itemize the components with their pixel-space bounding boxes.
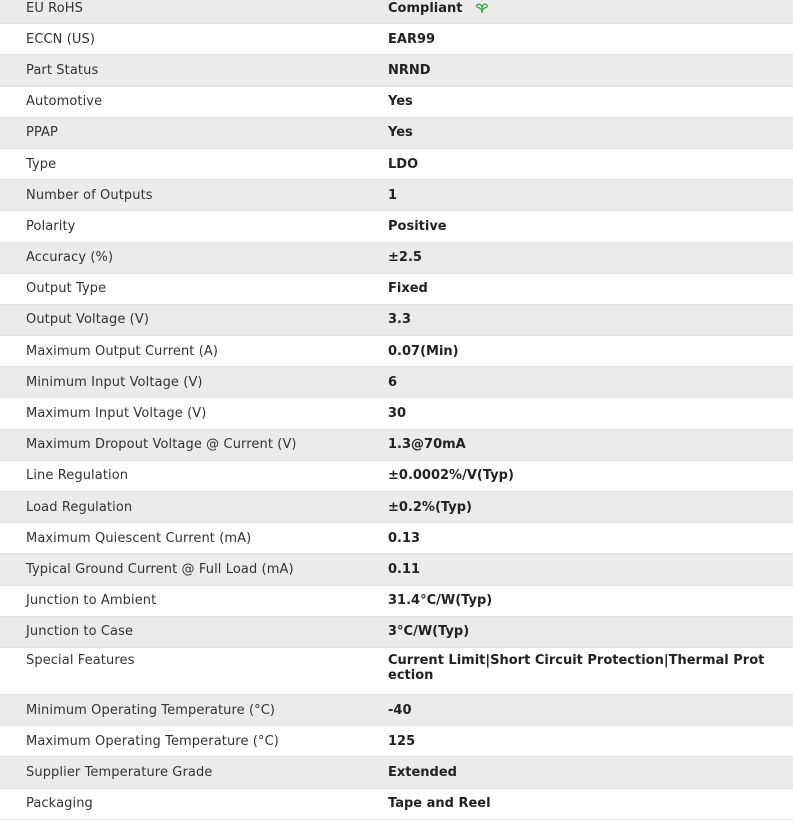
spec-value: 0.13	[388, 530, 421, 546]
spec-label: Maximum Output Current (A)	[26, 343, 219, 359]
spec-value: 6	[388, 374, 398, 390]
spec-value: LDO	[388, 156, 419, 172]
spec-value: ±0.0002%/V(Typ)	[388, 468, 514, 484]
leaf-icon	[475, 2, 489, 14]
spec-label: Output Voltage (V)	[26, 312, 150, 328]
spec-label: PPAP	[26, 125, 58, 141]
spec-value-text: Compliant	[388, 0, 463, 16]
spec-label: Maximum Input Voltage (V)	[26, 406, 207, 422]
spec-value: 1.3@70mA	[388, 437, 466, 453]
spec-label: Maximum Quiescent Current (mA)	[26, 530, 252, 546]
spec-value: Yes	[388, 94, 413, 110]
spec-value: 0.07(Min)	[388, 343, 459, 359]
spec-value: 3°C/W(Typ)	[388, 624, 470, 640]
spec-row-packaging	[0, 789, 793, 820]
spec-value: EAR99	[388, 31, 436, 47]
spec-value	[388, 1, 793, 16]
spec-row-max-input-voltage	[0, 398, 793, 429]
spec-value: Tape and Reel	[388, 796, 491, 812]
spec-row-typical-ground-current	[0, 554, 793, 585]
spec-label: Junction to Case	[26, 624, 134, 640]
spec-row-max-dropout-voltage	[0, 430, 793, 461]
spec-row-part-status	[0, 55, 793, 86]
spec-row-ppap	[0, 118, 793, 149]
spec-value: Positive	[388, 218, 447, 234]
spec-label: Junction to Ambient	[26, 593, 157, 609]
spec-row-min-input-voltage	[0, 367, 793, 398]
spec-label: Output Type	[26, 281, 107, 297]
spec-value: 1	[388, 187, 398, 203]
spec-row-junction-to-ambient	[0, 586, 793, 617]
spec-row-load-regulation	[0, 492, 793, 523]
spec-label: Line Regulation	[26, 468, 129, 484]
spec-value: Extended	[388, 764, 457, 780]
spec-value: NRND	[388, 62, 431, 78]
spec-value: Fixed	[388, 281, 428, 297]
spec-value: Current Limit|Short Circuit Protection|Thermal Protection	[388, 652, 765, 683]
spec-label: Packaging	[26, 796, 93, 812]
spec-row-output-type	[0, 274, 793, 305]
spec-row-type	[0, 149, 793, 180]
spec-value: -40	[388, 702, 412, 718]
spec-label: EU RoHS	[26, 0, 83, 16]
spec-label: Polarity	[26, 218, 76, 234]
spec-row-output-voltage	[0, 305, 793, 336]
spec-label: Maximum Dropout Voltage @ Current (V)	[26, 437, 297, 453]
spec-value: ±2.5	[388, 250, 422, 266]
spec-value: ±0.2%(Typ)	[388, 499, 472, 515]
spec-row-line-regulation	[0, 461, 793, 492]
spec-label: Maximum Operating Temperature (°C)	[26, 733, 279, 749]
spec-label: Automotive	[26, 94, 103, 110]
spec-value: 3.3	[388, 312, 412, 328]
spec-label: Number of Outputs	[26, 187, 153, 203]
spec-value: 31.4°C/W(Typ)	[388, 593, 493, 609]
spec-label: Typical Ground Current @ Full Load (mA)	[26, 561, 294, 577]
spec-label: ECCN (US)	[26, 31, 96, 47]
spec-value: Yes	[388, 125, 413, 141]
spec-label: Special Features	[26, 652, 135, 668]
spec-value: 0.11	[388, 561, 421, 577]
spec-row-eu-rohs	[0, 0, 793, 24]
spec-label: Type	[26, 156, 57, 172]
spec-label: Minimum Operating Temperature (°C)	[26, 702, 276, 718]
spec-row-polarity	[0, 211, 793, 242]
spec-label: Supplier Temperature Grade	[26, 764, 213, 780]
spec-row-junction-to-case	[0, 617, 793, 648]
spec-label: Minimum Input Voltage (V)	[26, 374, 203, 390]
spec-row-eccn	[0, 24, 793, 55]
spec-label: Load Regulation	[26, 499, 133, 515]
spec-row-supplier-temperature-grade	[0, 757, 793, 788]
spec-row-max-output-current	[0, 336, 793, 367]
spec-row-max-operating-temperature	[0, 726, 793, 757]
spec-row-min-operating-temperature	[0, 695, 793, 726]
spec-row-number-of-outputs	[0, 180, 793, 211]
spec-label: Accuracy (%)	[26, 250, 114, 266]
spec-row-special-features	[0, 648, 793, 695]
spec-row-max-quiescent-current	[0, 523, 793, 554]
spec-row-automotive	[0, 87, 793, 118]
spec-label: Part Status	[26, 62, 99, 78]
spec-value: 30	[388, 406, 407, 422]
spec-row-accuracy	[0, 243, 793, 274]
spec-value: 125	[388, 733, 416, 749]
